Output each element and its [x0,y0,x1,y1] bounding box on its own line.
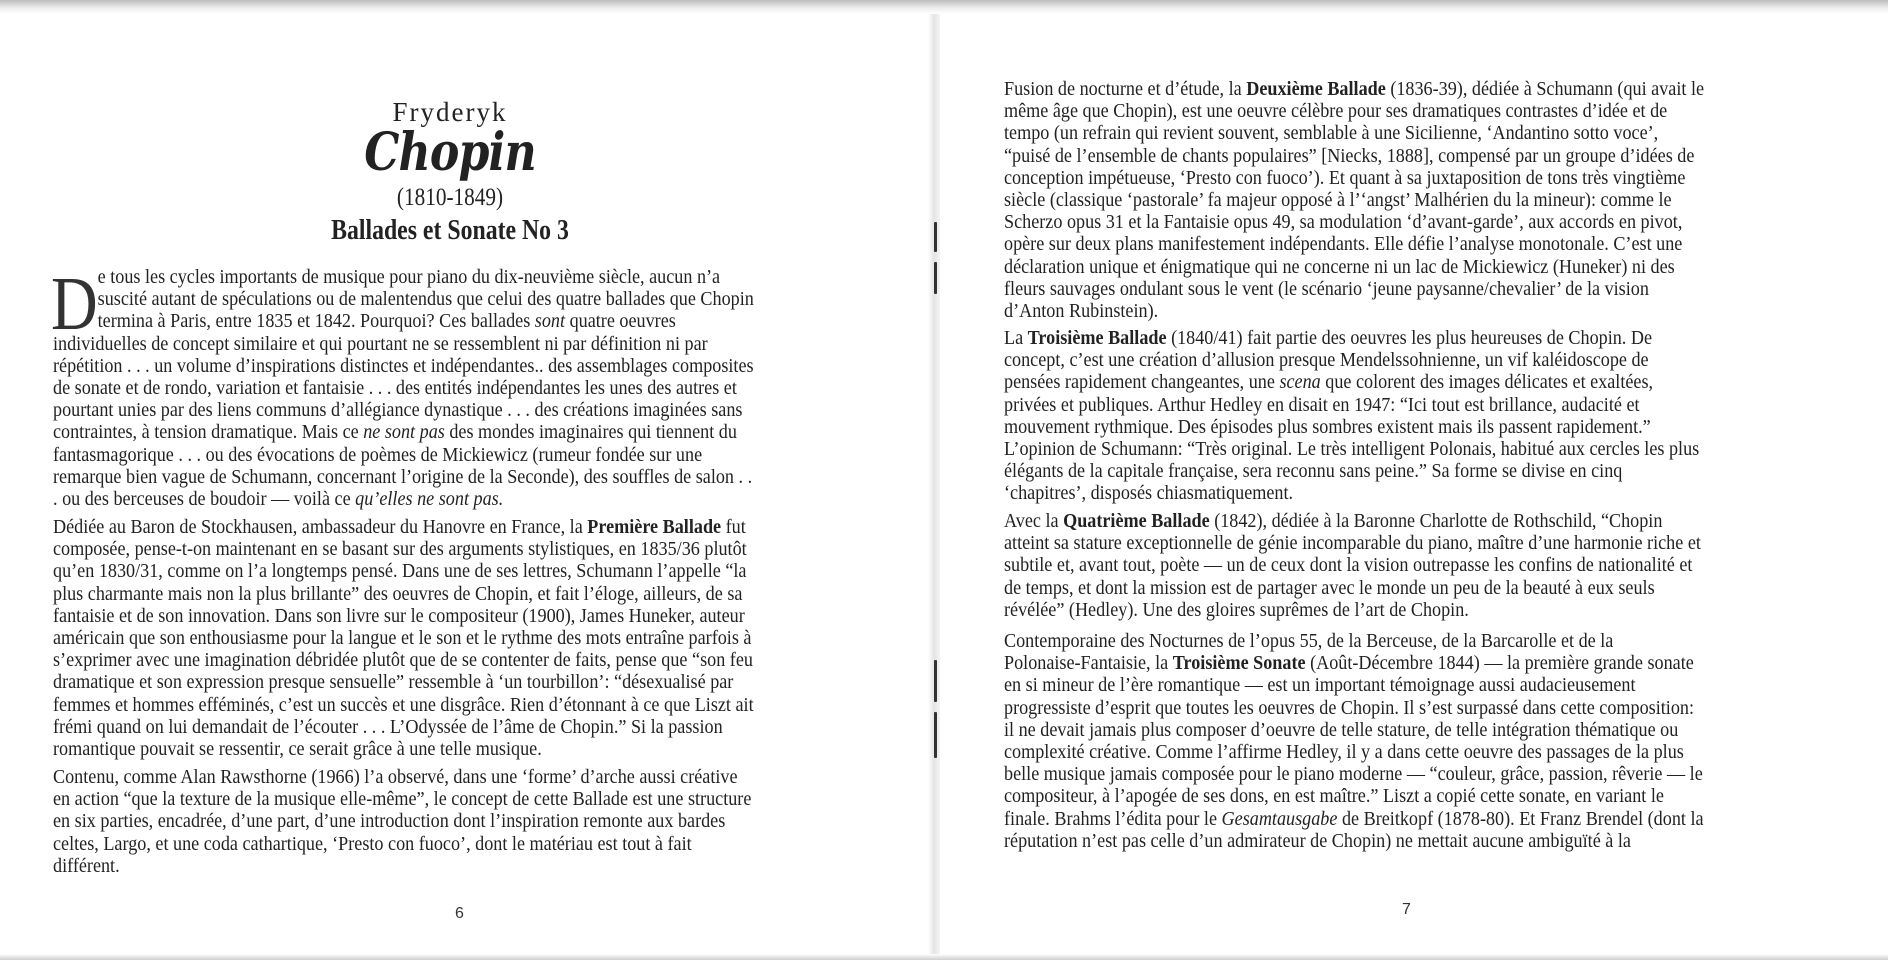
text-line [1004,395,1699,417]
text-run: contraintes, à tension dramatique. Mais ce [53,422,364,444]
text-line [53,289,754,311]
text-run: mouvement rythmique. Des épisodes plus sombres existent mais ils passent rapidement.” [1004,416,1651,438]
paragraph-premiere-ballade [53,517,806,761]
text-run: en six parties, encadrée, d’une part, d’une introduction dont l’inspiration remonte aux bardes [53,811,726,833]
text-run: s’exprimer avec une imagination débridée plutôt que de se contenter de faits, pense que “son feu [53,650,753,672]
text-run: réputation n’est pas celle d’un admirateur de Chopin) ne mettait aucune ambiguïté à la [1004,830,1631,852]
text-line [1004,578,1701,600]
text-run: fut [721,517,746,538]
text-line [53,650,754,672]
text-line [1004,533,1701,555]
text-line [53,717,754,739]
text-run: il ne devait jamais plus composer d’oeuvre de telle stature, de telle intégration thématique ou [1004,719,1679,741]
text-run: ‘chapitres’, disposés chiasmatiquement. [1004,483,1294,505]
text-run: frémi quand on lui demandait de l’écouter . . . L’Odyssée de l’âme de Chopin.” Si la passion [53,716,723,738]
text-run: e tous les cycles importants de musique pour piano du dix-neuvième siècle, aucun n’a [97,267,721,288]
text-line [53,739,754,761]
staple-mark [934,222,937,252]
text-line [53,334,754,356]
text-run: des mondes imaginaires qui tiennent du [444,422,737,444]
composer-last-name: Chopin [364,122,536,183]
text-line [53,311,754,333]
text-line [1004,631,1704,653]
text-run: Avec la [1004,511,1064,532]
paragraph-troisieme-ballade [1004,328,1752,506]
text-line [53,467,754,489]
text-run: répétition . . . un volume d’inspirations distinctes et indépendantes.. des assemblages composites [53,355,754,377]
text-run: révélée” (Hedley). Une des gloires suprêmes de l’art de Chopin. [1004,599,1469,621]
text-run: quatre oeuvres [565,311,676,333]
left-page [0,0,930,960]
drop-cap: D [51,262,98,346]
text-run: fleurs sauvages ondulant sous le vent (le scénario ‘jeune paysanne/chevalier’ de la vision [1004,278,1649,300]
page-number: 6 [455,905,464,922]
text-run: fantasmagorique . . . ou des évocations de poèmes de Mickiewicz (rumeur fondée sur une [53,444,703,466]
text-run: conception impétueuse, ‘Presto con fuoco’). Et quant à sa juxtaposition de tons très vingtième [1004,167,1686,189]
text-run: (1842), dédiée à la Baronne Charlotte de Rothschild, “Chopin [1209,511,1663,532]
text-line [53,672,754,694]
staple-mark [934,262,937,294]
text-line [53,517,754,539]
text-line [53,400,754,422]
text-line [53,561,754,583]
text-run: atteint sa stature exceptionnelle de génie incomparable du piano, maître d’une harmonie riche et [1004,533,1701,555]
text-line [53,811,751,833]
text-run: . ou des berceuses de boudoir — voilà ce [53,488,356,510]
text-line [1004,79,1704,101]
text-run: tempo (un refrain qui revient souvent, semblable à une Sicilienne, ‘Andantino sotto voce’, [1004,123,1659,145]
text-run: finale. Brahms l’édita pour le [1004,808,1222,830]
staple-mark [934,660,937,702]
text-line [1004,764,1704,786]
text-run: dramatique et son expression presque sensuelle” ressemble à ‘un tourbillon’: “désexualisé par [53,672,734,694]
text-line [1004,439,1699,461]
text-line [1004,350,1699,372]
text-line [1004,146,1704,168]
text-line [53,789,751,811]
text-run: celtes, Largo, et une coda cathartique, ‘Presto con fuoco’, dont le matériau est tout à fait [53,833,692,855]
text-line [1004,600,1701,622]
text-line [1004,483,1699,505]
text-run: différent. [53,855,120,877]
paragraph-troisieme-sonate [1004,631,1756,853]
text-run: pensées rapidement changeantes, une [1004,372,1280,394]
text-line [53,378,754,400]
text-line [53,489,754,511]
italic-text: ne sont pas [363,422,445,444]
text-run: Contenu, comme Alan Rawsthorne (1966) l’a observé, dans une ‘forme’ d’arche aussi créative [53,767,738,788]
text-line [1004,720,1704,742]
text-run: (Août-Décembre 1844) — la première grande sonate [1305,653,1694,675]
text-run: de sonate et de rondo, variation et fantaisie . . . des entités indépendantes les unes des autres et [53,377,737,399]
text-line [1004,212,1704,234]
text-run: termina à Paris, entre 1835 et 1842. Pourquoi? Ces ballades [97,311,535,333]
text-run: privées et publiques. Arthur Hedley en disait en 1947: “Ici tout est brillance, audacité et [1004,394,1640,416]
text-run: pourtant unies par des liens communs d’allégiance dynastique . . . des créations imaginées sans [53,400,743,422]
text-run: plus charmante mais non la plus brillante” des oeuvres de Chopin, et fait l’éloge, ailleurs, de sa [53,583,743,605]
text-run: que colorent des images délicates et exaltées, [1320,372,1654,394]
text-line [1004,786,1704,808]
page-number: 7 [1402,901,1411,918]
text-run: composée, pense-t-on maintenant en se basant sur des arguments stylistiques, en 1835/36 plutôt [53,539,747,561]
bold-title: Deuxième Ballade [1246,79,1386,100]
text-line [53,834,751,856]
text-run: romantique pouvait se ressentir, ce serait grâce à une telle musique. [53,738,542,760]
text-line [53,267,754,289]
text-line [1004,698,1704,720]
text-line [1004,301,1704,323]
text-line [1004,461,1699,483]
paragraph-quatrieme-ballade [1004,511,1753,622]
text-line [53,606,754,628]
text-run: d’Anton Rubinstein). [1004,300,1159,322]
text-run: siècle (classique ‘pastorale’ fa majeur opposé à l’‘angst’ Malhérien du la mineur): comme le [1004,189,1672,211]
text-run: suscité autant de spéculations ou de malentendus que celui des quatre ballades que Chopin [97,289,754,311]
text-run: qu’en 1830/31, comme on l’a longtemps pensé. Dans une de ses lettres, Schumann l’appelle “la [53,561,747,583]
text-line [1004,653,1704,675]
text-line [1004,742,1704,764]
text-line [1004,168,1704,190]
bold-title: Quatrième Ballade [1063,511,1210,532]
text-run: Contemporaine des Nocturnes de l’opus 55, de la Berceuse, de la Barcarolle et de la [1004,631,1614,652]
text-line [53,628,754,650]
italic-text: Gesamtausgabe [1221,808,1338,830]
text-run: subtile et, avant tout, poète — un de ceux dont la vision outrepasse les confins de nationalité et [1004,555,1693,577]
text-line [53,539,754,561]
paragraph-deuxieme-ballade [1004,79,1757,323]
text-run: Polonaise-Fantaisie, la [1004,653,1173,675]
text-run: en action “que la texture de la musique elle-même”, le concept de cette Ballade est une structure [53,789,752,811]
composer-years: (1810-1849) [396,184,504,211]
text-run: déclaration unique et énigmatique qui ne concerne ni un lac de Mickiewicz (Huneker) ni des [1004,256,1675,278]
text-line [1004,257,1704,279]
bold-title: Première Ballade [587,517,722,538]
bold-title: Troisième Sonate [1172,653,1306,675]
text-line [53,445,754,467]
text-line [53,695,754,717]
text-run: L’opinion de Schumann: “Très original. Le très intelligent Polonais, habitué aux cercles les plus [1004,438,1700,460]
text-line [1004,101,1704,123]
text-run: complexité créative. Comme l’affirme Hedley, il y a dans cette oeuvre des passages de la plus [1004,741,1684,763]
text-run: (1840/41) fait partie des oeuvres les plus heureuses de Chopin. De [1166,328,1653,349]
text-line [1004,511,1701,533]
bold-title: Troisième Ballade [1027,328,1167,349]
text-run: américain que son enthousiasme pour la langue et le son et le rythme des mots entraîne parfois à [53,627,752,649]
text-run: (1836-39), dédiée à Schumann (qui avait le [1385,79,1705,100]
text-run: concept, c’est une création d’allusion presque Mendelssohnienne, un vif kaléidoscope de [1004,350,1649,372]
italic-text: sont [534,311,566,333]
text-line [1004,190,1704,212]
text-line [1004,809,1704,831]
paragraph-intro [51,262,807,511]
text-run: Fusion de nocturne et d’étude, la [1004,79,1247,100]
text-line [1004,279,1704,301]
text-run: remarque bien vague de Schumann, concernant l’origine de la Seconde), des souffles de salon . . [53,466,753,488]
italic-text: qu’elles ne sont pas. [355,488,504,510]
text-run: belle musique jamais composée pour le piano moderne — “couleur, grâce, passion, rêverie — le [1004,764,1703,786]
italic-text: scena [1279,372,1321,394]
text-run: “puisé de l’ensemble de chants populaires” [Niecks, 1888], compensé par un groupe d’idées de [1004,145,1695,167]
text-run: en si mineur de l’ère romantique — est un important témoignage aussi audacieusement [1004,675,1636,697]
text-line [53,422,754,444]
right-page [940,0,1888,960]
text-run: femmes et hommes efféminés, c’est un succès et une disgrâce. Rien d’étonnant à ce que Liszt ait [53,694,754,716]
text-line [1004,675,1704,697]
text-run: fantaisie et de son innovation. Dans son livre sur le compositeur (1900), James Huneker, auteur [53,605,745,627]
text-run: élégants de la capitale française, sera reconnu sans peine.” Sa forme se divise en cinq [1004,461,1623,483]
text-run: Dédiée au Baron de Stockhausen, ambassadeur du Hanovre en France, la [53,517,588,538]
text-run: La [1004,328,1028,349]
text-line [53,767,751,789]
text-line [1004,555,1701,577]
text-line [1004,417,1699,439]
text-run: Scherzo opus 31 et la Fantaisie opus 49, sa modulation ‘d’avant-garde’, aux accords en pivot, [1004,212,1683,234]
text-line [1004,372,1699,394]
text-line [1004,831,1704,853]
staple-mark [934,712,937,758]
text-line [53,856,751,878]
text-run: de Breitkopf (1878-80). Et Franz Brendel (dont la [1337,808,1704,830]
work-title: Ballades et Sonate No 3 [331,214,569,246]
text-run: même âge que Chopin), est une oeuvre célèbre pour ses dramatiques contrastes d’idée et de [1004,101,1668,123]
composer-first-name: Fryderyk [392,97,508,127]
text-line [1004,234,1704,256]
text-run: compositeur, à l’apogée de ses dons, en est maître.” Liszt a copié cette sonate, en variant le [1004,786,1664,808]
text-run: progressiste d’esprit que toutes les oeuvres de Chopin. Il s’est surpassé dans cette composition: [1004,697,1695,719]
text-run: de temps, et dont la mission est de partager avec le monde un peu de la beauté à eux seuls [1004,577,1655,599]
text-line [1004,123,1704,145]
text-line [1004,328,1699,350]
text-line [53,584,754,606]
text-run: opère sur deux plans manifestement indépendants. Elle défie l’analyse monotonale. C’est une [1004,234,1683,256]
paragraph-structure [53,767,804,878]
text-line [53,356,754,378]
text-run: individuelles de concept similaire et qui pourtant ne se ressemblent ni par définition ni par [53,333,708,355]
